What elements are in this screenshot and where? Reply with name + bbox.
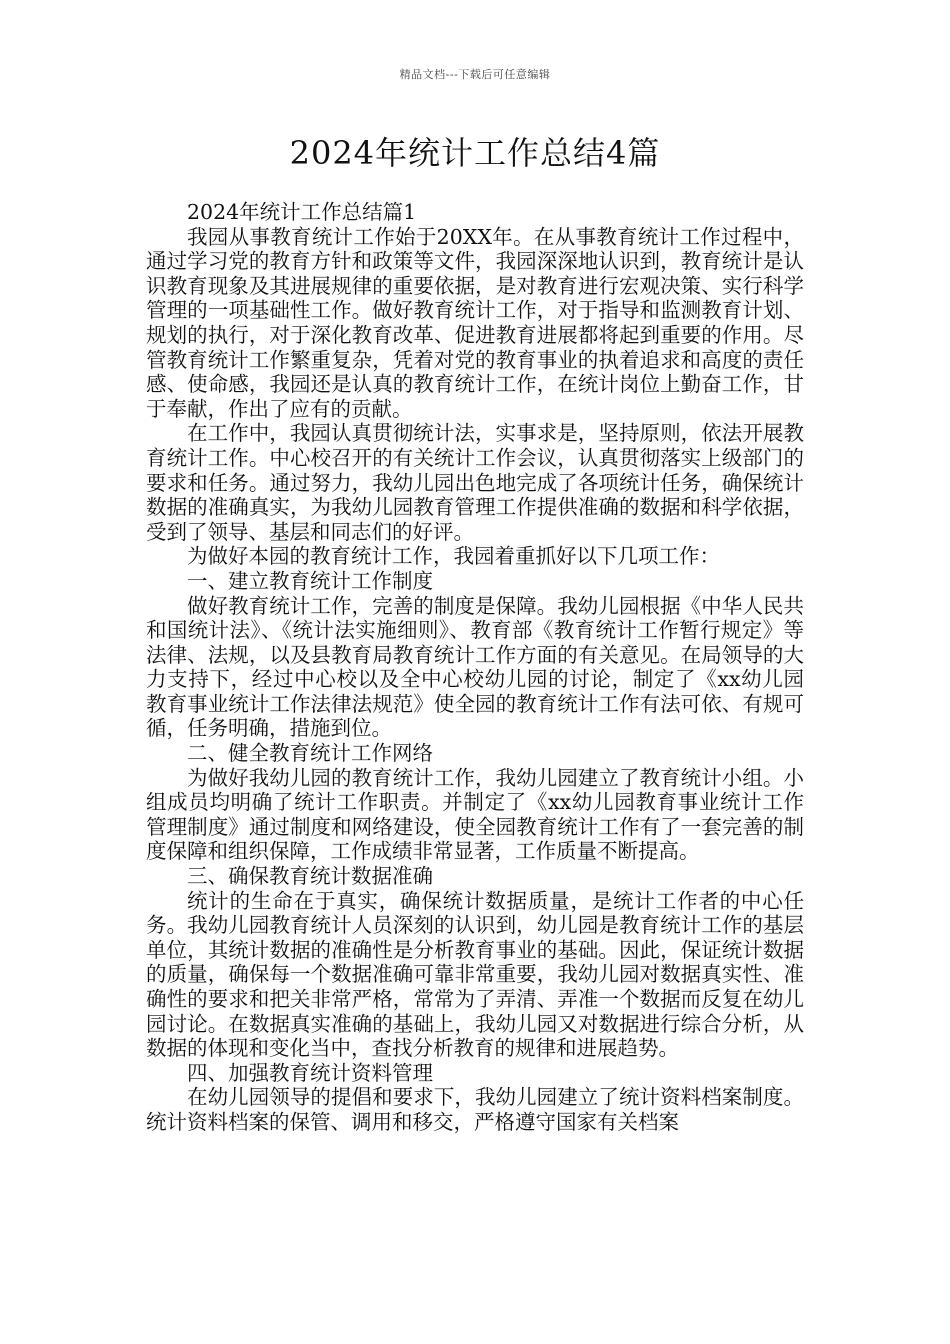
paragraph: 在幼儿园领导的提倡和要求下，我幼儿园建立了统计资料档案制度。统计资料档案的保管、调用和移交，严格遵守国家有关档案	[146, 1085, 804, 1134]
paragraph: 为做好我幼儿园的教育统计工作，我幼儿园建立了教育统计小组。小组成员均明确了统计工作职责。并制定了《xx幼儿园教育事业统计工作管理制度》通过制度和网络建设，使全园教育统计工作有了一套完善的制度保障和组织保障，工作成绩非常显著，工作质量不断提高。	[146, 765, 804, 864]
header-note: 精品文档---下载后可任意编辑	[399, 68, 551, 81]
paragraph: 统计的生命在于真实，确保统计数据质量，是统计工作者的中心任务。我幼儿园教育统计人员深刻的认识到，幼儿园是教育统计工作的基层单位，其统计数据的准确性是分析教育事业的基础。因此，保证统计数据的质量，确保每一个数据准确可靠非常重要，我幼儿园对数据真实性、准确性的要求和把关非常严格，常常为了弄清、弄准一个数据而反复在幼儿园讨论。在数据真实准确的基础上，我幼儿园又对数据进行综合分析，从数据的体现和变化当中，查找分析教育的规律和进展趋势。	[146, 888, 804, 1061]
subsection-heading: 一、建立教育统计工作制度	[187, 568, 433, 593]
paragraph: 在工作中，我园认真贯彻统计法，实事求是，坚持原则，依法开展教育统计工作。中心校召开的有关统计工作会议，认真贯彻落实上级部门的要求和任务。通过努力，我幼儿园出色地完成了各项统计任务，确保统计数据的准确真实，为我幼儿园教育管理工作提供准确的数据和科学依据，受到了领导、基层和同志们的好评。	[146, 421, 804, 544]
paragraph: 我园从事教育统计工作始于20XX年。在从事教育统计工作过程中，通过学习党的教育方针和政策等文件，我园深深地认识到，教育统计是认识教育现象及其进展规律的重要依据，是对教育进行宏观决策、实行科学管理的一项基础性工作。做好教育统计工作，对于指导和监测教育计划、规划的执行，对于深化教育改革、促进教育进展都将起到重要的作用。尽管教育统计工作繁重复杂，凭着对党的教育事业的执着追求和高度的责任感、使命感，我园还是认真的教育统计工作，在统计岗位上勤奋工作，甘于奉献，作出了应有的贡献。	[146, 224, 804, 421]
paragraph: 做好教育统计工作，完善的制度是保障。我幼儿园根据《中华人民共和国统计法》、《统计法实施细则》、教育部《教育统计工作暂行规定》等法律、法规，以及县教育局教育统计工作方面的有关意见。在局领导的大力支持下，经过中心校以及全中心校幼儿园的讨论，制定了《xx幼儿园教育事业统计工作法律法规范》使全园的教育统计工作有法可依、有规可循，任务明确，措施到位。	[146, 593, 804, 741]
document-title: 2024年统计工作总结4篇	[289, 134, 661, 172]
subsection-heading: 二、健全教育统计工作网络	[187, 741, 433, 766]
subsection-heading: 三、确保教育统计数据准确	[187, 864, 433, 889]
section-heading: 2024年统计工作总结篇1	[187, 200, 417, 224]
paragraph: 为做好本园的教育统计工作，我园着重抓好以下几项工作：	[187, 544, 720, 569]
document-body	[146, 200, 804, 1135]
subsection-heading: 四、加强教育统计资料管理	[187, 1060, 433, 1085]
